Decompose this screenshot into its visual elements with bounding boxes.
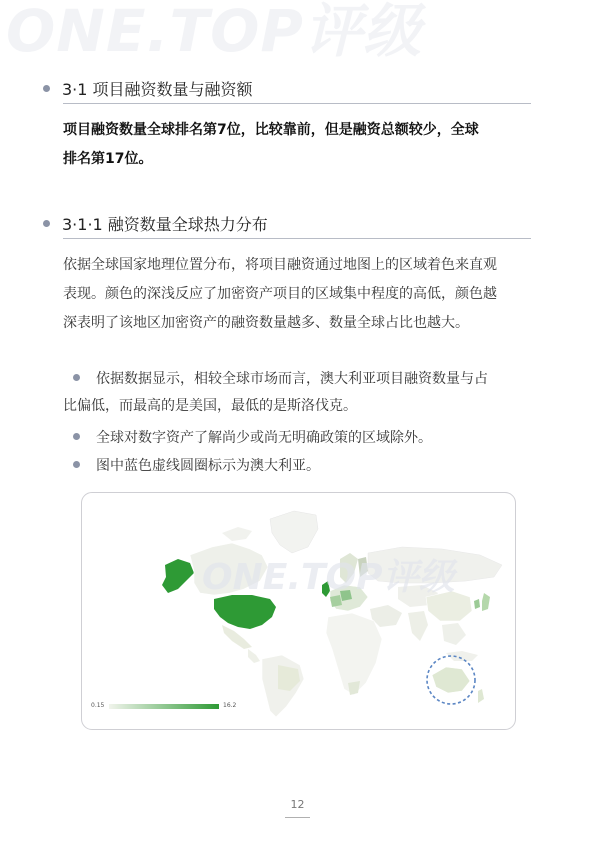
- bullet-item: [63, 425, 533, 452]
- section-heading-3-1-1: [43, 212, 531, 234]
- section-heading-3-1: [43, 77, 531, 99]
- bullet-text-continued: 比偏低，而最高的是美国，最低的是斯洛伐克。: [63, 398, 357, 414]
- region-southeast-asia: [442, 623, 466, 645]
- world-map-graphic: [82, 493, 515, 729]
- bullet-text: 图中蓝色虚线圆圈标示为澳大利亚。: [96, 458, 320, 474]
- summary-line: 项目融资数量全球排名第7位，比较靠前，但是融资总额较少，全球: [63, 122, 479, 138]
- region-usa: [214, 595, 276, 629]
- body-paragraph: [63, 251, 533, 338]
- region-south-africa: [348, 681, 360, 695]
- heading-rule: [63, 238, 531, 239]
- bullet-text: 全球对数字资产了解尚少或尚无明确政策的区域除外。: [96, 430, 432, 446]
- legend-gradient-bar: [109, 704, 219, 709]
- map-legend: [91, 697, 241, 717]
- world-heat-map: [81, 492, 516, 730]
- bullet-icon: [73, 433, 80, 440]
- body-line: 深表明了该地区加密资产的融资数量越多、数量全球占比也越大。: [63, 315, 469, 331]
- map-watermark: ONE.TOP评级: [202, 557, 455, 598]
- body-line: 依据全球国家地理位置分布，将项目融资通过地图上的区域着色来直观: [63, 257, 497, 273]
- region-australia: [432, 667, 470, 693]
- region-greenland: [270, 511, 318, 553]
- summary-paragraph: [63, 116, 533, 174]
- region-korea: [474, 599, 480, 609]
- region-alaska: [162, 559, 194, 593]
- heading-rule: [63, 103, 531, 104]
- region-japan: [482, 593, 490, 611]
- section-heading-text: 3·1·1 融资数量全球热力分布: [62, 214, 268, 234]
- heading-bullet-icon: [43, 220, 50, 227]
- body-line: 表现。颜色的深浅反应了加密资产项目的区域集中程度的高低，颜色越: [63, 286, 497, 302]
- bullet-item: [63, 453, 533, 480]
- region-arctic-islands: [222, 527, 252, 541]
- region-mexico: [222, 625, 252, 649]
- page-number-underline: [285, 817, 310, 818]
- summary-line: 排名第17位。: [63, 151, 153, 167]
- bullet-item: [63, 366, 533, 420]
- bullet-icon: [73, 461, 80, 468]
- watermark-logo: ONE.TOP评级: [6, 0, 422, 65]
- region-india: [408, 611, 428, 641]
- region-new-zealand: [478, 689, 484, 703]
- legend-min-label: 0.15: [91, 702, 105, 709]
- bullet-icon: [73, 374, 80, 381]
- section-heading-text: 3·1 项目融资数量与融资额: [62, 79, 253, 99]
- heading-bullet-icon: [43, 85, 50, 92]
- bullet-text: 依据数据显示，相较全球市场而言，澳大利亚项目融资数量与占: [96, 371, 488, 387]
- legend-max-label: 16.2: [223, 702, 237, 709]
- page-number: 12: [290, 798, 305, 811]
- region-central-america: [248, 649, 260, 663]
